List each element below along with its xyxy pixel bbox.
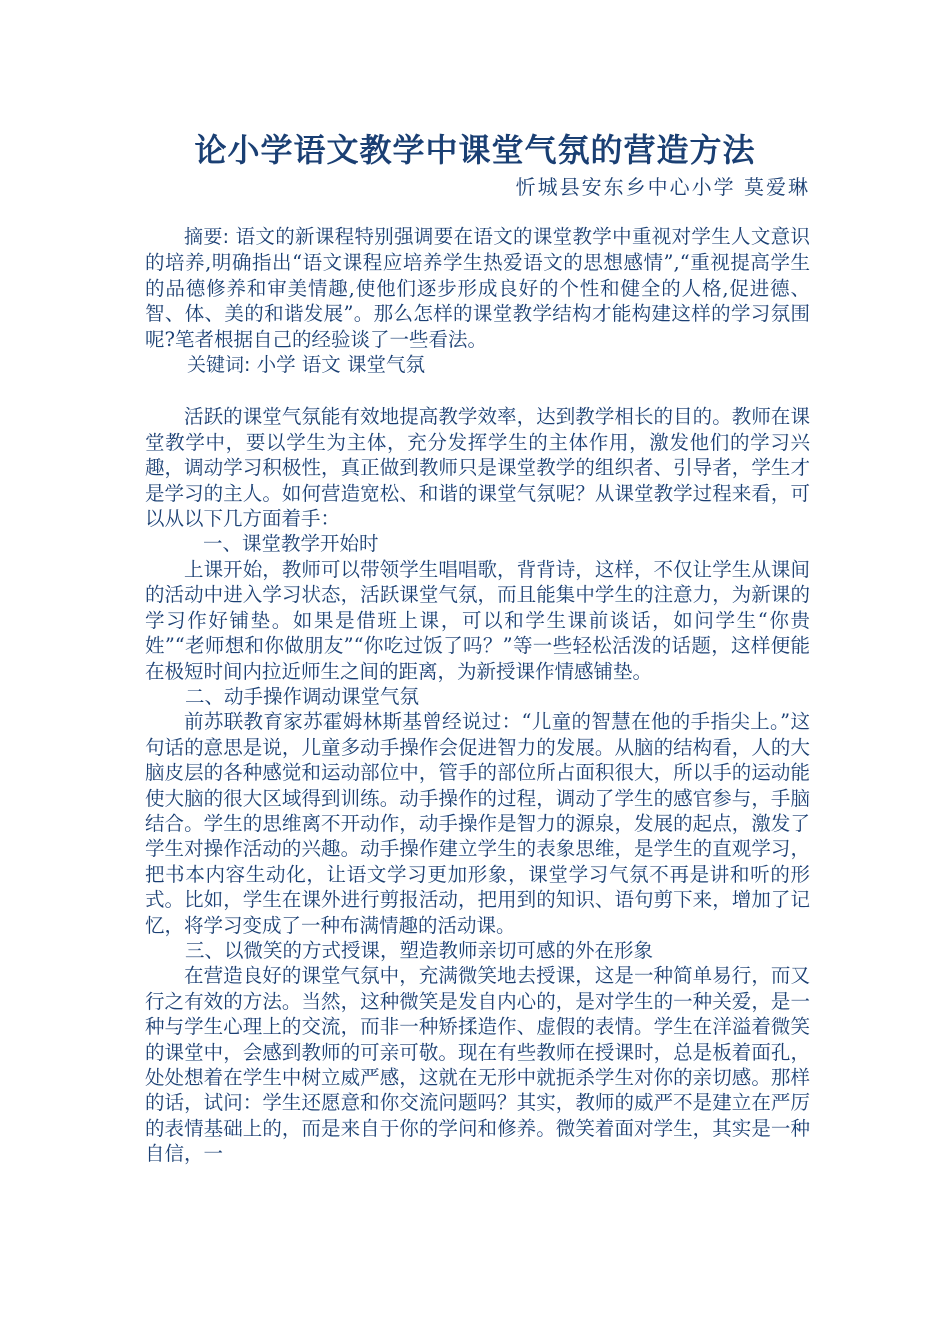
abstract-text: 语文的新课程特别强调要在语文的课堂教学中重视对学生人文意识的培养,明确指出“语文课程应培养学生热爱语文的思想感情”,“重视提高学生的品德修养和审美情趣,使他们逐步形成良好的个性和健全的人格,促进德、智、体、美的和谐发展”。那么怎样的课堂教学结构才能构建这样的学习氛围呢?笔者根据自己的经验谈了一些看法。 xyxy=(145,225,810,351)
document-body xyxy=(145,224,810,1167)
document-title: 论小学语文教学中课堂气氛的营造方法 xyxy=(194,131,756,169)
intro-paragraph: 活跃的课堂气氛能有效地提高教学效率，达到教学相长的目的。教师在课堂教学中，要以学生为主体，充分发挥学生的主体作用，激发他们的学习兴趣，调动学习积极性，真正做到教师只是课堂教学的组织者、引导者，学生才是学习的主人。如何营造宽松、和谐的课堂气氛呢？从课堂教学过程来看，可以从以下几方面着手： xyxy=(145,405,810,531)
spacer xyxy=(145,378,810,404)
abstract-paragraph xyxy=(145,224,810,352)
keywords-label: 关键词: xyxy=(187,354,251,377)
section-paragraph-2: 前苏联教育家苏霍姆林斯基曾经说过：“儿童的智慧在他的手指尖上。”这句话的意思是说，儿童多动手操作会促进智力的发展。从脑的结构看，人的大脑皮层的各种感觉和运动部位中，管手的部位所占面积很大，所以手的运动能使大脑的很大区域得到训练。动手操作的过程，调动了学生的感官参与，手脑结合。学生的思维离不开动作，动手操作是智力的源泉，发展的起点，激发了学生对操作活动的兴趣。动手操作建立学生的表象思维，是学生的直观学习，把书本内容生动化，让语文学习更加形象，课堂学习气氛不再是讲和听的形式。比如，学生在课外进行剪报活动，把用到的知识、语句剪下来，增加了记忆，将学习变成了一种布满情趣的活动课。 xyxy=(145,710,810,937)
section-heading-3: 三、以微笑的方式授课，塑造教师亲切可感的外在形象 xyxy=(185,938,654,962)
section-heading-2: 二、动手操作调动课堂气氛 xyxy=(185,684,420,708)
abstract-label: 摘要: xyxy=(184,226,230,248)
section-paragraph-1: 上课开始，教师可以带领学生唱唱歌，背背诗，这样，不仅让学生从课间的活动中进入学习状态，活跃课堂气氛，而且能集中学生的注意力，为新课的学习作好铺垫。如果是借班上课，可以和学生课前谈话，如问学生“你贵姓”“老师想和你做朋友”“你吃过饭了吗？”等一些轻松活泼的话题，这样便能在极短时间内拉近师生之间的距离，为新授课作情感铺垫。 xyxy=(145,557,810,683)
keywords-text: 小学 语文 课堂气氛 xyxy=(250,353,426,377)
author-line: 忻城县安东乡中心小学 莫爱琳 xyxy=(515,175,810,199)
section-paragraph-3: 在营造良好的课堂气氛中，充满微笑地去授课，这是一种简单易行，而又行之有效的方法。当然，这种微笑是发自内心的，是对学生的一种关爱，是一种与学生心理上的交流，而非一种矫揉造作、虚假的表情。学生在洋溢着微笑的课堂中，会感到教师的可亲可敬。现在有些教师在授课时，总是板着面孔，处处想着在学生中树立威严感，这就在无形中就扼杀学生对你的亲切感。那样的话，试问：学生还愿意和你交流问题吗？其实，教师的威严不是建立在严厉的表情基础上的，而是来自于你的学问和修养。微笑着面对学生，其实是一种自信，一 xyxy=(145,964,810,1166)
section-heading-1: 一、课堂教学开始时 xyxy=(203,532,379,556)
keywords-line xyxy=(145,352,810,378)
